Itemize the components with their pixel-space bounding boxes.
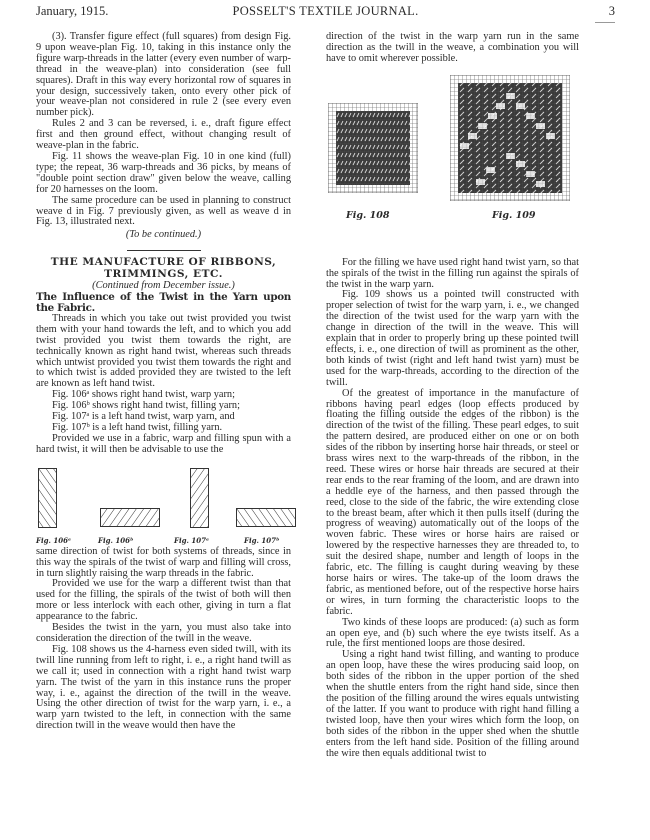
hatched-yarn-icon [100,508,160,527]
figure-caption: Fig. 109 [492,209,536,221]
section-divider [127,250,201,251]
hatched-yarn-icon [236,508,296,527]
figure-107b [236,508,296,527]
left-column [36,32,291,732]
figure-caption: Fig. 107ᵃ [174,535,209,545]
paragraph-rule-3: (3). Transfer figure effect (full squares) from design Fig. 9 upon weave-plan Fig. 10, taking in this instance only the figure warp-threads in the latter (every even number of warp-thread in the weave-plan) into consideration (see full squares). Draft in this way every horizontal row of squares in your design, successively taken, onto every other pick of your weave-plan not considered in rule 2 (see every even number pick). [36,31,291,119]
article-title [36,257,291,280]
paragraph-threads: Threads in which you take out twist provided you twist them with your hand towards the left, and to which you add twist provided you twist them towards the right, are technically known as right hand twist, whereas such threads which untwist provided you twist them towards the right and to which twist is added provided they are twisted to the left are known as left hand twist. [36,312,291,390]
figure-caption: Fig. 108 [346,209,390,221]
subheading-twist-influence: The Influence of the Twist in the Yarn upon the Fabric. [36,291,291,315]
paragraph-continuation: direction of the twist in the warp yarn run in the same direction as the twill in the weave, a combination you will have to omit wherever possible. [326,31,579,64]
hatched-yarn-icon [190,468,209,528]
figure-106b [100,508,160,527]
article-title-line-1: THE MANUFACTURE OF RIBBONS, [50,256,277,269]
continued-from-note: (Continued from December issue.) [92,280,235,292]
figure-108 [328,103,418,193]
fig-list-item: Fig. 106ᵇ shows right hand twist, filling yarn; [52,400,240,412]
journal-title: POSSELT'S TEXTILE JOURNAL. [232,4,419,18]
fig-list-item: Fig. 107ᵃ is a left hand twist, warp yarn, and [52,411,235,423]
figure-caption: Fig. 107ᵇ [244,535,280,545]
fig-list-item: Fig. 107ᵇ is a left hand twist, filling yarn. [52,422,223,433]
paragraph-fig-11: Fig. 11 shows the weave-plan Fig. 10 in one kind (full) type; the repeat, 36 warp-threads and 36 picks, by means of "double point section draw" given below the weave, calling for 20 harnesses on the loom. [36,150,291,195]
paragraph-provided-hard: Provided we use in a fabric, warp and filling spun with a hard twist, it will then be advisable to use the [36,432,291,455]
to-be-continued: (To be continued.) [125,229,202,241]
paragraph-two-kinds: Two kinds of these loops are produced: (a) such as form an open eye, and (b) such where the eye twists itself. As a rule, the first mentioned loops are those desired. [326,616,579,650]
paragraph-same-direction: same direction of twist for both systems of threads, since in this way the spirals of the twist of warp and filling will cross, in turn slightly raising the warp threads in the fabric. [36,545,291,579]
right-column [326,32,579,759]
paragraph-fig-109: Fig. 109 shows us a pointed twill constructed with proper selection of twist for the warp yarn, i. e., we changed the direction of the twist used for the warp yarn with the change in direction of the twill in the weave. This will explain that in order to properly bring up these pointed twill effects, i. e., one direction of twill as prominent as the other, both kinds of twist (right and left hand twist yarn) must be used for the warp-threads, according to the direction of the twill. [326,289,579,388]
page-header [36,4,615,22]
paragraph-pearl-edges: Of the greatest of importance in the manufacture of ribbons having pearl edges (loop effects produced by floating the filling outside the edges of the ribbon) is the direction of the twist of the filling. These pearl edges, to suit the pattern desired, are produced either on one or on both sides of the ribbon by inserting horse hair threads, or steel or brass wires next to the warp-threads of the ribbon, in the reed. These wires or horse hair threads are secured at their rear ends to the rear framing of the loom, and are drawn into a heddle eye of the harness, and then passed through the reed, close to the side of the fabric, the wire extending close to the breast beam, after which it then pulls itself (during the progress of weaving) automatically out of the loops of the woven fabric. These wires or horse hairs are raised or lowered by the respective harnesses they are threaded to, to suit the desired shape, number and length of loops in the fabric, etc. The filling is caught during weaving by these horse hairs or wires. The take-up of the loom draws the fabric, as mentioned before, out of the respective horse hairs or wires, in turn forming the characteristic loops to the fabric. [326,387,579,617]
paragraph-filling: For the filling we have used right hand twist yarn, so that the spirals of the twist in the filling run against the spirals of the twist in the warp yarn. [326,256,579,290]
page-number: 3 [608,4,615,18]
figure-109 [450,75,570,201]
twist-figures-row [36,462,291,545]
figure-caption: Fig. 106ᵃ [36,535,71,545]
paragraph-besides: Besides the twist in the yarn, you must also take into consideration the direction of the twill in the weave. [36,622,291,644]
paragraph-fig-108: Fig. 108 shows us the 4-harness even sided twill, with its twill line running from left to right, i. e., a right hand twill as we call it; used in connection with a right hand twist warp yarn. The twist of the yarn in this instance runs the proper way, i. e., against the direction of the twill in the weave. Using the other direction of twist for the warp yarn, i. e., a warp yarn twisted to the left, in connection with the same direction twill in the weave would then have the [36,643,291,732]
paragraph-rules-reversed: Rules 2 and 3 can be reversed, i. e., draft figure effect first and then ground effect, without changing result of weave-plan in the fabric. [36,118,291,152]
weave-grid-icon [328,103,418,193]
figure-106a [38,468,57,528]
figure-caption: Fig. 106ᵇ [98,535,134,545]
fig-list-item: Fig. 106ᵃ shows right hand twist, warp yarn; [52,389,235,401]
paragraph-using-right: Using a right hand twist filling, and wanting to produce an open loop, have these the wires producing said loop, on both sides of the ribbon in the upper portion of the shed when the shuttle enters from the right hand side, since then the position of the filling around the wires equals untwisting of the latter. If you want to produce with right hand filling a twisted loop, have then your wires which form the loop, on both sides of the ribbon in the upper shed when the shuttle enters from the left hand side. Position of the filling around the wire then equals additional twist to [326,649,579,759]
hatched-yarn-icon [38,468,57,528]
article-title-line-2: TRIMMINGS, ETC. [104,267,223,280]
issue-date: January, 1915. [36,4,109,18]
figure-107a [190,468,209,528]
paragraph-same-procedure: The same procedure can be used in planning to construct weave d in Fig. 7 previously given, as well as weave d in Fig. 13, illustrated next. [36,194,291,228]
paragraph-different-twist: Provided we use for the warp a different twist than that used for the filling, the spirals of the twist of both will then more or less interlock with each other, giving in turn a flat appearance to the fabric. [36,578,291,623]
page-number-rule [595,22,615,23]
weave-figures-row [326,71,579,254]
pointed-twill-grid-icon [450,75,570,201]
